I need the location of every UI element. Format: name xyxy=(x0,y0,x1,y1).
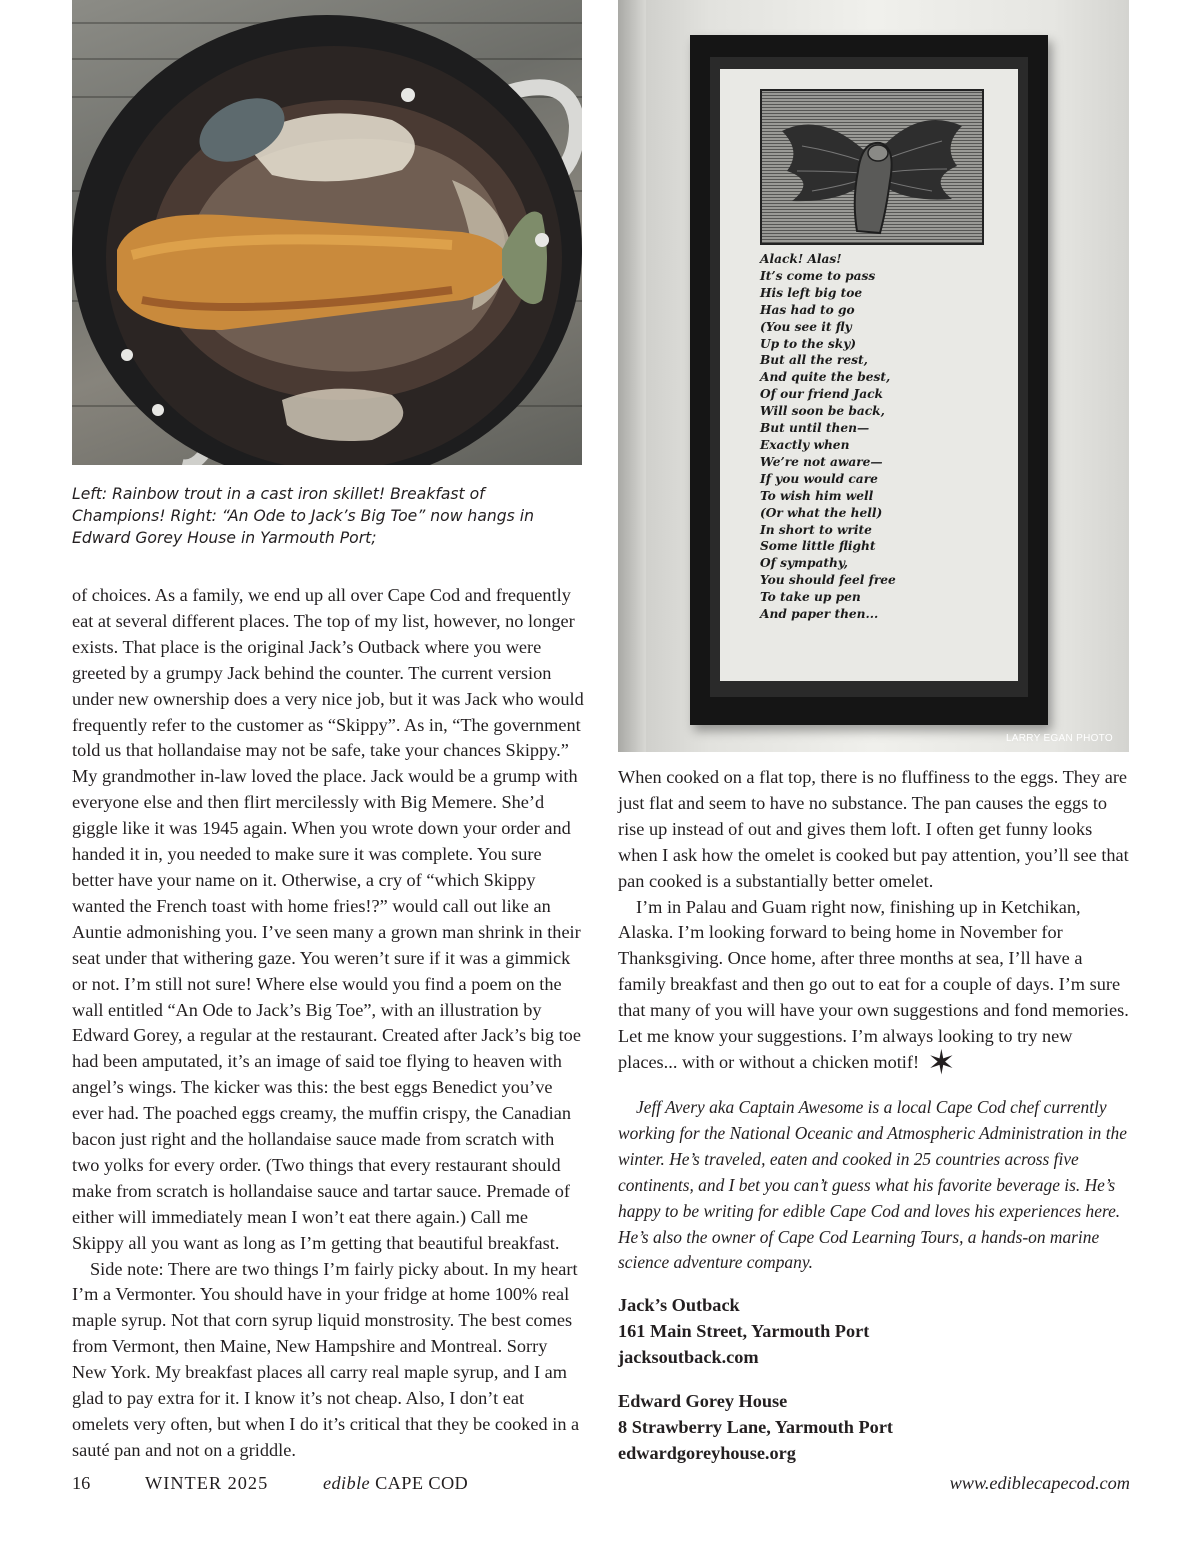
poem-line: You should feel free xyxy=(760,573,896,588)
poem-line: Has had to go xyxy=(760,302,855,317)
poem-line: To take up pen xyxy=(760,590,861,605)
poem-line: But until then— xyxy=(760,421,870,436)
poem-line: If you would care xyxy=(760,471,878,486)
photo-caption: Left: Rainbow trout in a cast iron skillet! Breakfast of Champions! Right: “An Ode to Jack’s Big Toe” now hangs in Edward Gorey House in Yarmouth Port; xyxy=(72,485,534,547)
picture-frame xyxy=(690,35,1048,725)
issue-label: WINTER 2025 xyxy=(145,1473,269,1493)
magazine-name-italic: edible xyxy=(323,1473,371,1493)
poem-line: Will soon be back, xyxy=(760,404,885,419)
venue-edward-gorey-house xyxy=(618,1388,1130,1466)
venue-name: Jack’s Outback xyxy=(618,1295,740,1315)
photo-credit: LARRY EGAN PHOTO xyxy=(1005,733,1113,744)
poem-line: Exactly when xyxy=(760,437,850,452)
author-bio: Jeff Avery aka Captain Awesome is a local Cape Cod chef currently working for the National Oceanic and Atmospheric Administration in the winter. He’s traveled, eaten and cooked in 25 countries across five continents, and I bet you can’t guess what his favorite beverage is. He’s happy to be writing for edible Cape Cod and loves his experiences here. He’s also the owner of Cape Cod Learning Tours, a hands-on marine science adventure company. xyxy=(618,1097,1127,1273)
article-left-column xyxy=(72,583,584,1464)
poem-line: But all the rest, xyxy=(760,353,868,368)
poem-paper xyxy=(720,69,1018,681)
skillet-illustration xyxy=(72,0,582,465)
article-right-column xyxy=(618,765,1130,1083)
poem-line: (Or what the hell) xyxy=(760,505,883,520)
winged-toe-engraving xyxy=(760,89,984,245)
venue-address: 8 Strawberry Lane, Yarmouth Port xyxy=(618,1417,894,1437)
page-footer xyxy=(72,1473,1130,1499)
poem-line: Of our friend Jack xyxy=(760,387,883,402)
poem-line: We’re not aware— xyxy=(760,454,883,469)
poem-line: It’s come to pass xyxy=(760,268,876,283)
page-number: 16 xyxy=(72,1473,91,1493)
venue-address: 161 Main Street, Yarmouth Port xyxy=(618,1321,870,1341)
venue-website-link[interactable]: jacksoutback.com xyxy=(618,1347,759,1367)
venue-website-link[interactable]: edwardgoreyhouse.org xyxy=(618,1443,796,1463)
framed-poem-photo xyxy=(618,0,1129,752)
body-paragraph: When cooked on a flat top, there is no fluffiness to the eggs. They are just flat and seem to have no substance. The pan causes the eggs to rise up instead of out and gives them loft. I often get funny looks when I ask how the omelet is cooked but pay attention, you’ll see that pan cooked is a substantially better omelet. xyxy=(618,767,1129,891)
venue-name: Edward Gorey House xyxy=(618,1391,788,1411)
poem-text xyxy=(760,251,1000,623)
poem-line: Up to the sky) xyxy=(760,336,857,351)
poem-line: In short to write xyxy=(760,522,872,537)
magazine-name-rest: CAPE COD xyxy=(375,1473,469,1493)
body-paragraph: of choices. As a family, we end up all over Cape Cod and frequently eat at several different places. The top of my list, however, no longer exists. That place is the original Jack’s Outback where you were greeted by a grumpy Jack behind the counter. The current version under new ownership does a very nice job, but it was Jack who would frequently refer to the customer as “Skippy”. As in, “The government told us that hollandaise may not be safe, take your chances Skippy.” My grandmother in-law loved the place. Jack would be a grump with everyone else and then flirt mercilessly with Big Memere. She’d giggle like it was 1945 again. When you wrote down your order and handed it in, you needed to make sure it was complete. You sure better have your name on it. Otherwise, a cry of “which Skippy wanted the French toast with home fries!?” would call out like an Auntie admonishing you. I’ve seen many a grown man shrink in their seat under that withering gaze. You weren’t sure if it was a gimmick or not. I’m still not sure! Where else would you find a poem on the wall entitled “An Ode to Jack’s Big Toe”, with an illustration by Edward Gorey, a regular at the restaurant. Created after Jack’s big toe had been amputated, it’s an image of said toe flying to heaven with angel’s wings. The kicker was this: the best eggs Benedict you’ve ever had. The poached eggs creamy, the muffin crispy, the Canadian bacon just right and the hollandaise sauce made from scratch with two yolks for every order. (Two things that every restaurant should make from scratch is hollandaise sauce and tartar sauce. Premade of either will immediately mean I won’t eat there again.) Call me Skippy all you want as long as I’m getting that beautiful breakfast. xyxy=(72,585,584,1253)
poem-line: And quite the best, xyxy=(760,370,891,385)
magazine-name xyxy=(323,1473,468,1494)
trout-skillet-photo xyxy=(72,0,582,465)
footer-website-link[interactable]: www.ediblecapecod.com xyxy=(949,1473,1130,1493)
end-of-article-star-icon: ✶ xyxy=(927,1042,956,1083)
poem-line: Some little flight xyxy=(760,539,876,554)
body-paragraph-text: I’m in Palau and Guam right now, finishing up in Ketchikan, Alaska. I’m looking forward to being home in November for Thanksgiving. Once home, after three months at sea, I’ll have a family breakfast and then go out to eat for a couple of days. I’m sure that many of you will have your own suggestions and fond memories. Let me know your suggestions. I’m always looking to try new places... with or without a chicken motif! xyxy=(618,896,1129,1072)
body-paragraph: Side note: There are two things I’m fairly picky about. In my heart I’m a Vermonter. You should have in your fridge at home 100% real maple syrup. Not that corn syrup liquid monstrosity. The best comes from Vermont, then Maine, New Hampshire and Montreal. Sorry New York. My breakfast places all carry real maple syrup, and I am glad to pay extra for it. I know it’s not cheap. Also, I don’t eat omelets very often, but when I do it’s critical that they be cooked in a sauté pan and not on a griddle. xyxy=(72,1258,580,1460)
wall-molding xyxy=(618,0,646,752)
poem-line: (You see it fly xyxy=(760,319,852,334)
poem-line: And paper then... xyxy=(760,607,879,622)
poem-line: To wish him well xyxy=(760,488,874,503)
poem-line: Of sympathy, xyxy=(760,556,849,571)
poem-line: Alack! Alas! xyxy=(760,252,842,266)
poem-line: His left big toe xyxy=(760,285,863,300)
body-paragraph-final xyxy=(618,895,1130,1083)
frame-mat xyxy=(710,57,1028,697)
venue-jacks-outback xyxy=(618,1292,1130,1370)
